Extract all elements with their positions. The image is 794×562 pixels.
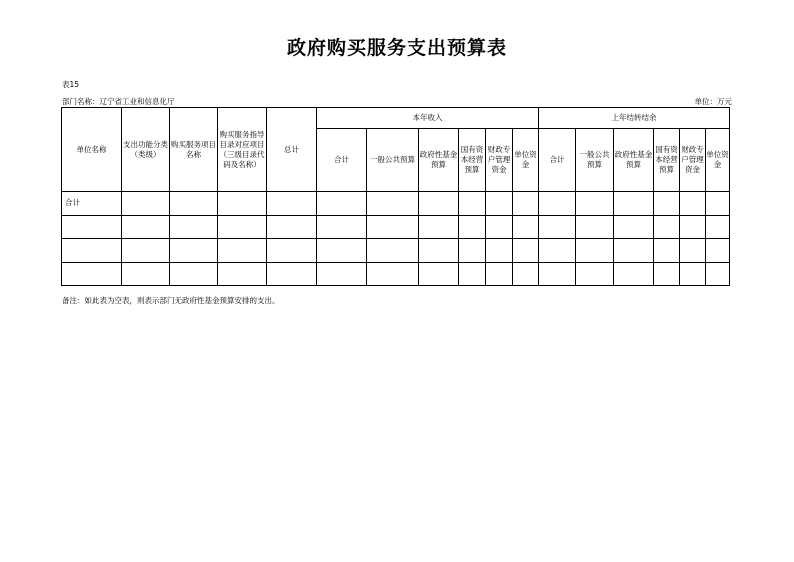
- table-cell: [486, 239, 513, 263]
- unit-label: 单位：万元: [694, 97, 732, 106]
- table-cell: [576, 215, 614, 239]
- table-cell: [218, 192, 267, 216]
- table-cell: [459, 215, 486, 239]
- table-cell: [62, 262, 122, 286]
- table-cell: [170, 239, 218, 263]
- table-cell: [267, 192, 317, 216]
- header-function-class: 支出功能分类（类级）: [122, 108, 170, 192]
- table-cell: [367, 239, 419, 263]
- header-carryover: 上年结转结余: [539, 108, 730, 129]
- table-cell: [576, 239, 614, 263]
- table-cell: [654, 239, 680, 263]
- table-cell: [513, 215, 539, 239]
- table-cell: [419, 215, 459, 239]
- table-cell: [218, 262, 267, 286]
- table-cell: [680, 192, 706, 216]
- table-cell: [459, 192, 486, 216]
- table-cell: [486, 192, 513, 216]
- table-cell: [122, 192, 170, 216]
- table-cell: [267, 262, 317, 286]
- table-cell: [218, 239, 267, 263]
- table-cell: [654, 262, 680, 286]
- subheader-income-fund: 政府性基金预算: [419, 129, 459, 192]
- table-cell: [267, 239, 317, 263]
- table-cell: [170, 215, 218, 239]
- table-cell: [122, 262, 170, 286]
- subheader-carryover-fund: 政府性基金预算: [614, 129, 654, 192]
- table-cell: [576, 192, 614, 216]
- table-cell: [614, 215, 654, 239]
- subheader-income-general: 一般公共预算: [367, 129, 419, 192]
- table-cell: [367, 192, 419, 216]
- table-row: [62, 239, 730, 263]
- table-cell: [513, 262, 539, 286]
- table-cell: [170, 192, 218, 216]
- table-cell: [486, 262, 513, 286]
- table-cell: [680, 215, 706, 239]
- table-cell: [706, 215, 730, 239]
- table-row: [62, 215, 730, 239]
- table-cell: [576, 262, 614, 286]
- table-cell: [419, 192, 459, 216]
- header-unit-name: 单位名称: [62, 108, 122, 192]
- table-row: [62, 192, 730, 216]
- budget-table: [61, 107, 730, 286]
- table-cell: [614, 192, 654, 216]
- subheader-carryover-general: 一般公共预算: [576, 129, 614, 192]
- table-cell: 合计: [62, 192, 122, 216]
- subheader-income-unit-funds: 单位资金: [513, 129, 539, 192]
- table-cell: [62, 239, 122, 263]
- table-cell: [539, 215, 576, 239]
- subheader-income-total: 合计: [317, 129, 367, 192]
- table-cell: [654, 215, 680, 239]
- table-cell: [317, 239, 367, 263]
- footnote: 备注：如此表为空表，则表示部门无政府性基金预算安排的支出。: [62, 296, 280, 305]
- table-cell: [539, 192, 576, 216]
- header-current-income: 本年收入: [317, 108, 539, 129]
- table-cell: [419, 262, 459, 286]
- header-guide-item: 购买服务指导目录对应项目（三级目录代码及名称）: [218, 108, 267, 192]
- table-cell: [680, 262, 706, 286]
- header-service-item: 购买服务项目名称: [170, 108, 218, 192]
- table-cell: [459, 239, 486, 263]
- subheader-income-state-capital: 国有资本经营预算: [459, 129, 486, 192]
- table-cell: [654, 192, 680, 216]
- table-cell: [170, 262, 218, 286]
- table-cell: [367, 215, 419, 239]
- table-cell: [513, 192, 539, 216]
- header-total: 总计: [267, 108, 317, 192]
- table-cell: [539, 262, 576, 286]
- table-cell: [317, 215, 367, 239]
- table-cell: [614, 262, 654, 286]
- table-cell: [486, 215, 513, 239]
- table-cell: [317, 262, 367, 286]
- subheader-carryover-special-account: 财政专户管理资金: [680, 129, 706, 192]
- table-cell: [317, 192, 367, 216]
- table-cell: [706, 262, 730, 286]
- subheader-income-special-account: 财政专户管理资金: [486, 129, 513, 192]
- table-cell: [539, 239, 576, 263]
- table-cell: [614, 239, 654, 263]
- table-number: 表15: [62, 80, 80, 89]
- table-cell: [706, 239, 730, 263]
- table-cell: [513, 239, 539, 263]
- table-cell: [367, 262, 419, 286]
- table-cell: [706, 192, 730, 216]
- department-name: 部门名称：辽宁省工业和信息化厅: [62, 97, 175, 106]
- table-row: [62, 262, 730, 286]
- table-cell: [680, 239, 706, 263]
- table-cell: [459, 262, 486, 286]
- table-cell: [122, 239, 170, 263]
- table-cell: [62, 215, 122, 239]
- table-cell: [419, 239, 459, 263]
- page-title: 政府购买服务支出预算表: [286, 37, 507, 59]
- table-cell: [122, 215, 170, 239]
- table-cell: [218, 215, 267, 239]
- table-cell: [267, 215, 317, 239]
- subheader-carryover-total: 合计: [539, 129, 576, 192]
- subheader-carryover-unit-funds: 单位资金: [706, 129, 730, 192]
- subheader-carryover-state-capital: 国有资本经营预算: [654, 129, 680, 192]
